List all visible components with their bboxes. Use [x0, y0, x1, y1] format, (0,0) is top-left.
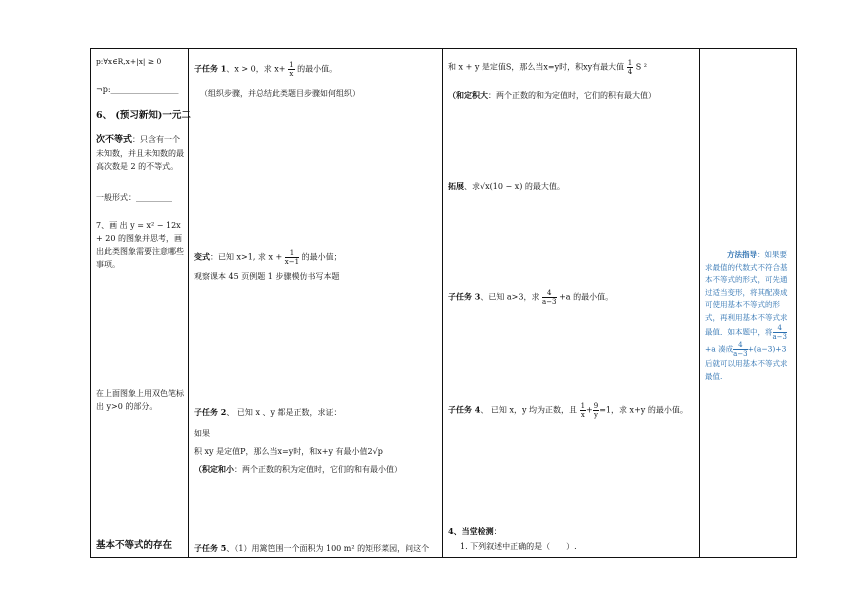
- check-heading: 4、当堂检测：: [448, 526, 502, 536]
- sum-fixed-statement: 和 x + y 是定值S，那么当x=y时，积xy有最大值 $\frac{1}{4}$ S ²: [448, 59, 647, 76]
- fraction: $\frac{1}{x}$: [580, 402, 586, 419]
- worksheet-table: [90, 48, 797, 558]
- general-form-blank: 一般形式：_________: [96, 193, 172, 202]
- variant-note: 观察课本 45 页例题 1 步骤模仿书写本题: [194, 272, 340, 281]
- subtask-4: 子任务 4、 已知 x，y 均为正数，且 $\frac{1}{x}$ + $\frac{9}{y}$ =1，求 x+y 的最小值。: [448, 402, 688, 419]
- fraction: $\frac{1}{x}$: [289, 61, 294, 78]
- method-guidance: 方法指导：如果要求最值的代数式不符合基本不等式的形式，可先通过适当变形，将其配凑成可使用基本不等式的形式，再利用基本不等式求最值．如本题中，将 $\frac{4}{a-3}$ +a 凑成 $\frac{4}{a-3}$ +(a−3)+3 后就可以用基本不等式求最值.: [705, 250, 788, 381]
- check-question-1: 1. 下列叙述中正确的是（ ）.: [460, 542, 577, 551]
- proposition-p: p:∀x∈R,x+|x| ≥ 0: [96, 57, 162, 66]
- subtask-2-statement: 积 xy 是定值P，那么当x=y时，和x+y 有最小值2√p: [194, 447, 383, 456]
- fraction: $\frac{4}{a-3}$: [772, 324, 787, 341]
- fraction: $\frac{1}{x-1}$: [284, 249, 300, 266]
- variant-task: 变式：已知 x>1, 求 x + $\frac{1}{x-1}$ 的最小值；: [194, 249, 342, 266]
- fraction: $\frac{9}{y}$: [593, 402, 599, 419]
- section-7-task: 7、画 出 y = x² − 12x + 20 的图象并思考，画出此类图象需要注意哪些事项。: [96, 221, 184, 269]
- section-6-heading: 6、 (预习新知)一元二: [96, 110, 191, 121]
- subtask-5: 子任务 5、（1）用篱笆围一个面积为 100 m² 的矩形菜园，问这个: [194, 543, 430, 553]
- subtask-column-right: [442, 49, 699, 557]
- section-footer-text: 基本不等式的存在: [96, 540, 173, 551]
- subtask-2-if: 如果: [194, 429, 210, 438]
- negation-blank: ¬p:_________________: [96, 85, 179, 94]
- subtask-1-hint: （组织步骤，并总结此类题目步骤如何组织）: [200, 89, 360, 98]
- method-column: [699, 49, 798, 557]
- mark-instruction: 在上面图象上用双色笔标出 y>0 的部分。: [96, 389, 184, 411]
- subtask-column-left: [188, 49, 442, 557]
- fraction: $\frac{4}{a-3}$: [542, 289, 557, 306]
- subtask-2: 子任务 2、 已知 x 、y 都是正数，求证：: [194, 407, 342, 417]
- subtask-1: 子任务 1、x > 0，求 x+ $\frac{1}{x}$ 的最小值。: [194, 61, 338, 78]
- sum-fixed-rule: （和定积大：两个正数的和为定值时，它们的积有最大值）: [448, 90, 656, 100]
- fraction: $\frac{4}{a-3}$: [733, 341, 748, 358]
- subtask-3: 子任务 3、已知 a>3，求 $\frac{4}{a-3}$ +a 的最小值。: [448, 289, 614, 306]
- fraction: $\frac{1}{4}$: [627, 59, 633, 76]
- subtask-2-rule: （积定和小：两个正数的积为定值时，它们的和有最小值）: [194, 464, 402, 474]
- preview-column: [91, 49, 191, 557]
- section-6-definition: 次不等式：只含有一个未知数，并且未知数的最高次数是 2 的不等式。: [96, 135, 184, 171]
- extension-task: 拓展、求√x(10 − x) 的最大值。: [448, 181, 565, 191]
